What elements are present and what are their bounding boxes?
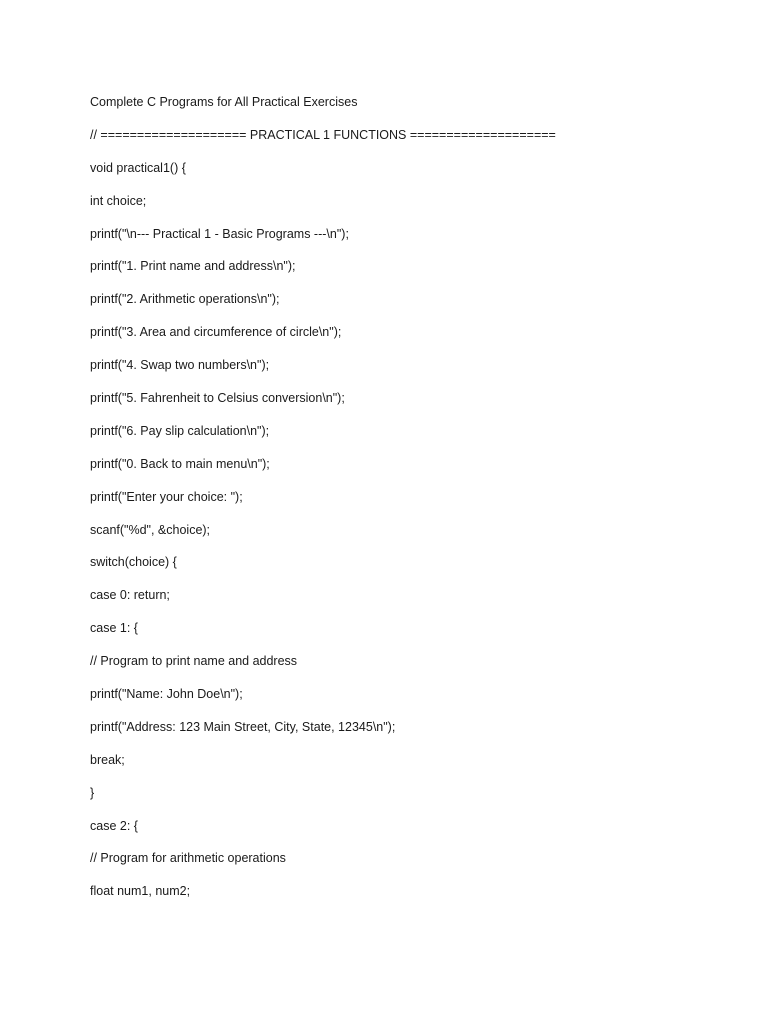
code-line: printf("3. Area and circumference of circle\n"); xyxy=(90,325,342,340)
code-line: void practical1() { xyxy=(90,160,186,175)
code-line: case 0: return; xyxy=(90,588,170,603)
document-body xyxy=(90,92,730,914)
code-line: printf("\n--- Practical 1 - Basic Programs ---\n"); xyxy=(90,226,349,241)
code-line: printf("Enter your choice: "); xyxy=(90,489,243,504)
code-line: // Program for arithmetic operations xyxy=(90,851,286,866)
code-line: printf("4. Swap two numbers\n"); xyxy=(90,358,270,373)
code-line: printf("6. Pay slip calculation\n"); xyxy=(90,423,270,438)
document-title: Complete C Programs for All Practical Exercises xyxy=(90,95,358,109)
code-line: printf("Address: 123 Main Street, City, State, 12345\n"); xyxy=(90,719,396,734)
code-line: // ==================== PRACTICAL 1 FUNCTIONS ==================== xyxy=(90,127,556,142)
code-line: scanf("%d", &choice); xyxy=(90,522,211,537)
code-line: float num1, num2; xyxy=(90,884,191,899)
code-line: printf("1. Print name and address\n"); xyxy=(90,259,296,274)
code-line: } xyxy=(90,785,95,800)
code-line: printf("5. Fahrenheit to Celsius conversion\n"); xyxy=(90,391,345,406)
code-line: case 2: { xyxy=(90,818,138,833)
code-line: int choice; xyxy=(90,193,147,208)
code-line: // Program to print name and address xyxy=(90,654,298,669)
code-line: printf("0. Back to main menu\n"); xyxy=(90,456,270,471)
code-line: case 1: { xyxy=(90,621,138,636)
code-line: printf("Name: John Doe\n"); xyxy=(90,687,243,702)
code-line: break; xyxy=(90,752,125,767)
code-line: switch(choice) { xyxy=(90,555,177,570)
code-line: printf("2. Arithmetic operations\n"); xyxy=(90,292,280,307)
